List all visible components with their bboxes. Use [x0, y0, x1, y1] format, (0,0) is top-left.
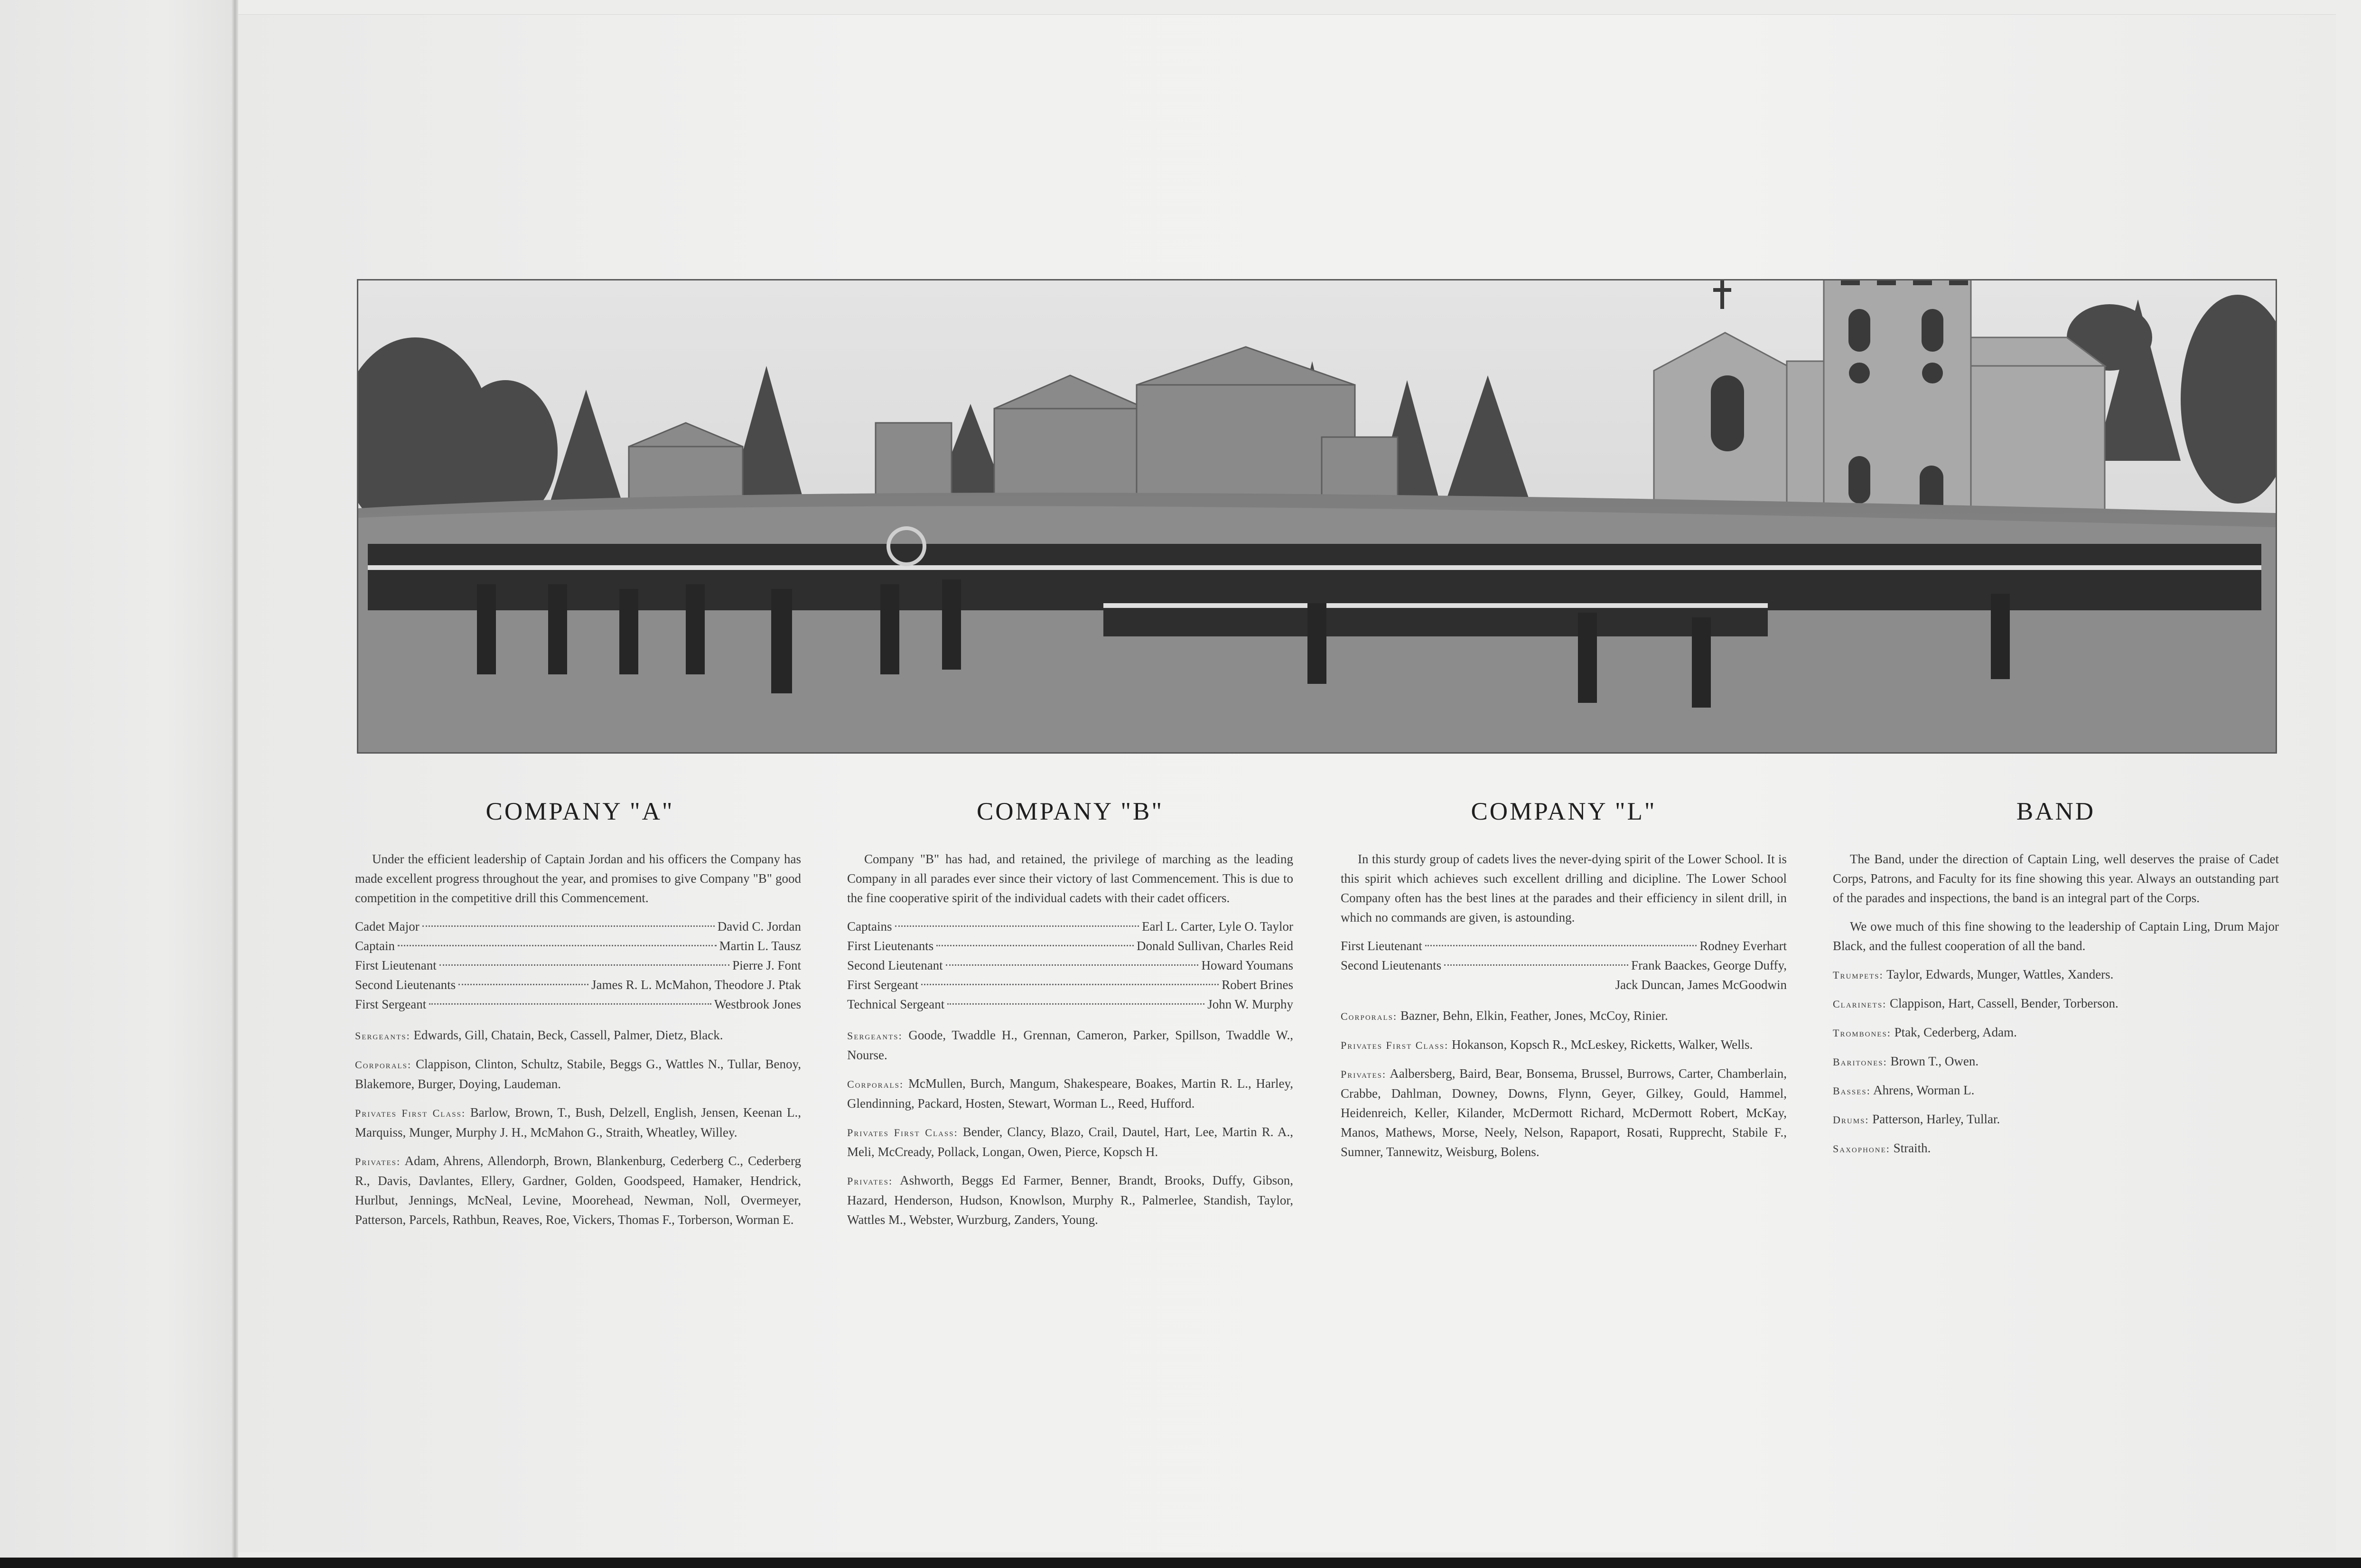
book-spine — [232, 0, 238, 1568]
company-b-corporals: Corporals: McMullen, Burch, Mangum, Shakespeare, Boakes, Martin R. L., Harley, Glendinning, Packard, Hosten, Stewart, Worman L., Reed, Hufford. — [847, 1076, 1294, 1111]
officer-title: Second Lieutenants — [1341, 958, 1442, 972]
officer-name: John W. Murphy — [1207, 997, 1293, 1011]
officer-row — [355, 995, 801, 1014]
company-b-officers — [847, 917, 1293, 1014]
band-clarinets: Clarinets: Clappison, Hart, Cassell, Bender, Torberson. — [1833, 996, 2118, 1010]
officer-row — [355, 975, 801, 995]
left-page — [0, 0, 235, 1568]
band-paragraph: The Band, under the direction of Captain Ling, well deserves the praise of Cadet Corps, Patrons, and Faculty for its fine showing this year. Always an outstanding part of the parades and inspections, the band is an integral part of the Corps. — [1833, 852, 2279, 905]
company-a-privates: Privates: Adam, Ahrens, Allendorph, Brown, Blankenburg, Cederberg C., Cederberg R., Davis, Davlantes, Ellery, Gardner, Golden, Goodspeed, Hamaker, Hendrick, Hurlbut, Jennings, McNeal, Levine, Moorehead, Newman, Noll, Overmeyer, Patterson, Parcels, Rathbun, Reaves, Roe, Vickers, Thomas F., Torberson, Worman E. — [355, 1154, 801, 1227]
company-l-heading: COMPANY "L" — [1471, 798, 1657, 825]
company-b-privates: Privates: Ashworth, Beggs Ed Farmer, Benner, Brandt, Brooks, Duffy, Gibson, Hazard, Henderson, Hudson, Knowlson, Murphy R., Palmerlee, Standish, Taylor, Wattles M., Webster, Wurzburg, Zanders, Young. — [847, 1173, 1293, 1227]
officer-row — [847, 956, 1293, 975]
scan-bottom-edge — [0, 1558, 2361, 1568]
company-a-sergeants: Sergeants: Edwards, Gill, Chatain, Beck, Cassell, Palmer, Dietz, Black. — [355, 1028, 723, 1042]
company-a-privates-first-class: Privates First Class: Barlow, Brown, T., Bush, Delzell, English, Jensen, Keenan L., Marquiss, Munger, Murphy J. H., McMahon G., Straith, Wheatley, Willey. — [355, 1105, 801, 1139]
cadet-corps-panorama-photo — [357, 279, 2277, 754]
officer-row — [847, 917, 1293, 936]
officer-name: Robert Brines — [1222, 978, 1293, 992]
officer-name: Howard Youmans — [1201, 958, 1293, 972]
officer-row — [1341, 956, 1787, 975]
officer-title: Captains — [847, 919, 892, 933]
officer-name: Earl L. Carter, Lyle O. Taylor — [1142, 919, 1293, 933]
officer-names-continued: Jack Duncan, James McGoodwin — [1615, 978, 1787, 992]
band-baritones: Baritones: Brown T., Owen. — [1833, 1054, 1979, 1068]
band-column — [1833, 849, 2279, 1167]
officer-title: Captain — [355, 939, 395, 953]
officer-row — [847, 995, 1293, 1014]
band-saxophone: Saxophone: Straith. — [1833, 1141, 1931, 1155]
officer-title: Second Lieutenants — [355, 978, 456, 992]
officer-row — [355, 917, 801, 936]
band-paragraph: We owe much of this fine showing to the leadership of Captain Ling, Drum Major Black, and the fullest cooperation of all the band. — [1833, 919, 2279, 953]
band-trumpets: Trumpets: Taylor, Edwards, Munger, Wattles, Xanders. — [1833, 967, 2114, 981]
officer-name: Frank Baackes, George Duffy, — [1631, 958, 1787, 972]
company-l-intro: In this sturdy group of cadets lives the never-dying spirit of the Lower School. It is this spirit which achieves such excellent drilling and dicipline. The Lower School Company often has the best lines at the parades and their efficiency in silent drill, in which no commands are given, is astounding. — [1341, 852, 1787, 924]
officer-title: First Sergeant — [847, 978, 919, 992]
officer-title: Cadet Major — [355, 919, 420, 933]
officer-title: Technical Sergeant — [847, 997, 945, 1011]
band-heading: BAND — [2016, 798, 2096, 825]
officer-row — [355, 956, 801, 975]
band-trombones: Trombones: Ptak, Cederberg, Adam. — [1833, 1025, 2017, 1039]
company-l-officers — [1341, 936, 1787, 995]
officer-title: First Lieutenants — [847, 939, 934, 953]
officer-name: Westbrook Jones — [714, 997, 801, 1011]
panorama-illustration — [358, 280, 2276, 752]
company-b-intro: Company "B" has had, and retained, the privilege of marching as the leading Company in all parades ever since their victory of last Commencement. This is due to the fine cooperative spirit of the individual cadets with their cadet officers. — [847, 852, 1293, 905]
band-drums: Drums: Patterson, Harley, Tullar. — [1833, 1112, 2000, 1126]
company-b-sergeants: Sergeants: Goode, Twaddle H., Grennan, Cameron, Parker, Spillson, Twaddle W., Nourse. — [847, 1028, 1294, 1062]
right-page — [238, 14, 2336, 1552]
officer-name: Donald Sullivan, Charles Reid — [1137, 939, 1293, 953]
officer-name: David C. Jordan — [717, 919, 801, 933]
officer-name: James R. L. McMahon, Theodore J. Ptak — [591, 978, 801, 992]
company-l-privates: Privates: Aalbersberg, Baird, Bear, Bonsema, Brussel, Burrows, Carter, Chamberlain, Crabbe, Dahlman, Downey, Downs, Flynn, Geyer, Gilkey, Gould, Hammel, Heidenreich, Keller, Kilander, McDermott Richard, McDermott Robert, McKay, Manos, Mathews, Morse, Neely, Nelson, Rapaport, Rosati, Rupprecht, Stabile F., Sumner, Tannewitz, Weisburg, Bolens. — [1341, 1066, 1787, 1159]
officer-row — [847, 936, 1293, 956]
officer-row — [1341, 936, 1787, 956]
company-b-privates-first-class: Privates First Class: Bender, Clancy, Blazo, Crail, Dautel, Hart, Lee, Martin R. A., Meli, McCready, Pollack, Longan, Owen, Pierce, Kopsch H. — [847, 1125, 1293, 1159]
company-l-corporals: Corporals: Bazner, Behn, Elkin, Feather, Jones, McCoy, Rinier. — [1341, 1008, 1668, 1023]
company-a-corporals: Corporals: Clappison, Clinton, Schultz, Stabile, Beggs G., Wattles N., Tullar, Benoy, Blakemore, Burger, Doying, Laudeman. — [355, 1057, 802, 1091]
band-basses: Basses: Ahrens, Worman L. — [1833, 1083, 1975, 1097]
company-a-heading: COMPANY "A" — [485, 798, 674, 825]
company-a-intro: Under the efficient leadership of Captain Jordan and his officers the Company has made excellent progress throughout the year, and promises to give Company "B" good competition in the competitive drill this Commencement. — [355, 852, 801, 905]
company-l-privates-first-class: Privates First Class: Hokanson, Kopsch R., McLeskey, Ricketts, Walker, Wells. — [1341, 1037, 1753, 1052]
company-a-column — [355, 849, 801, 1239]
officer-name: Pierre J. Font — [732, 958, 801, 972]
officer-title: Second Lieutenant — [847, 958, 943, 972]
officer-name: Martin L. Tausz — [719, 939, 801, 953]
officer-row — [847, 975, 1293, 995]
company-b-heading: COMPANY "B" — [976, 798, 1164, 825]
officer-title: First Sergeant — [355, 997, 427, 1011]
officer-title: First Lieutenant — [355, 958, 437, 972]
officer-title: First Lieutenant — [1341, 939, 1422, 953]
company-l-column — [1341, 849, 1787, 1171]
company-b-column — [847, 849, 1293, 1239]
company-a-officers — [355, 917, 801, 1014]
officer-name: Rodney Everhart — [1699, 939, 1787, 953]
officer-row — [355, 936, 801, 956]
